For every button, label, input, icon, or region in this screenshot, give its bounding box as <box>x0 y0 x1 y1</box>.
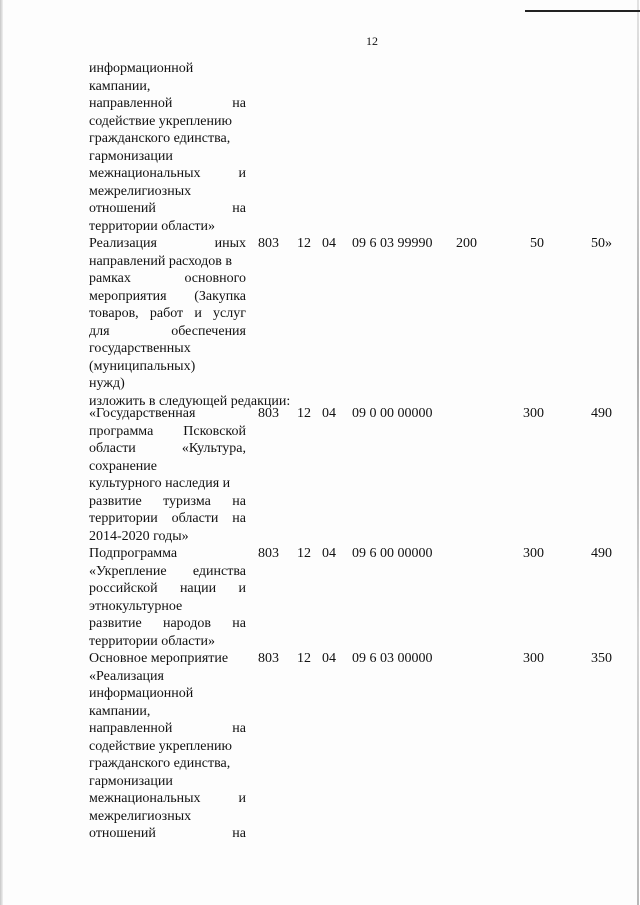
cell-subsection: 04 <box>322 406 336 421</box>
cell-amount-1: 300 <box>523 651 544 666</box>
row-description <box>89 235 246 393</box>
desc-line: межрелигиозных <box>89 808 192 824</box>
desc-line: «Укрепление единства <box>89 563 246 579</box>
cell-amount-2: 490 <box>591 546 612 561</box>
desc-line: для обеспечения <box>89 323 246 339</box>
desc-line: содействие укреплению <box>89 113 232 129</box>
desc-line: (муниципальных) <box>89 358 196 374</box>
desc-line: гражданского единства, <box>89 756 231 771</box>
cell-target-code: 09 6 03 00000 <box>352 651 433 666</box>
scan-edge-left <box>0 0 3 905</box>
desc-line: отношений на <box>89 201 246 216</box>
cell-subsection: 04 <box>322 546 336 561</box>
desc-line: рамках основного <box>89 271 246 286</box>
cell-grbs: 803 <box>258 406 279 421</box>
top-rule-line <box>525 10 640 12</box>
desc-line: содействие укреплению <box>89 738 232 754</box>
cell-target-code: 09 6 00 00000 <box>352 546 433 561</box>
desc-line: кампании, <box>89 703 151 719</box>
desc-line: гармонизации <box>89 773 173 789</box>
desc-line: развитие народов на <box>89 616 246 631</box>
row-description <box>89 650 246 843</box>
desc-line: развитие туризма на <box>89 493 246 509</box>
cell-amount-2: 350 <box>591 651 612 666</box>
desc-line: области «Культура, <box>89 441 246 456</box>
row-description <box>89 405 246 545</box>
desc-line: программа Псковской <box>89 423 246 439</box>
desc-line: направленной на <box>89 96 246 111</box>
cell-expense-type: 200 <box>456 236 477 251</box>
desc-line: межрелигиозных <box>89 183 192 199</box>
desc-line: 2014-2020 годы» <box>89 528 189 544</box>
cell-section: 12 <box>297 236 311 251</box>
page-number: 12 <box>366 34 378 48</box>
desc-line: гражданского единства, <box>89 131 231 146</box>
cell-amount-1: 300 <box>523 406 544 421</box>
desc-line: кампании, <box>89 78 151 94</box>
desc-line: товаров, работ и услуг <box>89 306 246 321</box>
desc-line: сохранение <box>89 458 157 474</box>
desc-line: «Государственная <box>89 406 196 421</box>
cell-section: 12 <box>297 651 311 666</box>
desc-line: территории области» <box>89 218 216 234</box>
desc-line: территории области» <box>89 633 216 649</box>
desc-line: Основное мероприятие <box>89 651 229 666</box>
desc-line: направленной на <box>89 721 246 736</box>
desc-line: отношений на <box>89 826 246 841</box>
cell-amount-2: 490 <box>591 406 612 421</box>
desc-line: межнациональных и <box>89 791 246 806</box>
cell-amount-1: 50 <box>530 236 544 251</box>
desc-line: государственных <box>89 341 191 356</box>
cell-grbs: 803 <box>258 236 279 251</box>
desc-line: этнокультурное <box>89 598 183 614</box>
instruction-text: изложить в следующей редакции: <box>89 394 291 409</box>
cell-grbs: 803 <box>258 651 279 666</box>
desc-line: «Реализация <box>89 668 164 684</box>
desc-line: направлений расходов в <box>89 253 232 269</box>
desc-line: информационной <box>89 686 194 701</box>
desc-line: информационной <box>89 61 194 76</box>
cell-amount-1: 300 <box>523 546 544 561</box>
row-description <box>89 60 246 235</box>
desc-line: культурного наследия и <box>89 476 231 491</box>
cell-target-code: 09 0 00 00000 <box>352 406 433 421</box>
cell-subsection: 04 <box>322 651 336 666</box>
cell-section: 12 <box>297 546 311 561</box>
scan-edge-right <box>637 0 639 905</box>
desc-line: гармонизации <box>89 148 173 164</box>
desc-line: российской нации и <box>89 581 246 596</box>
desc-line: Подпрограмма <box>89 546 178 561</box>
desc-line: нужд) <box>89 376 125 391</box>
cell-amount-2: 50» <box>591 236 612 251</box>
desc-line: Реализация иных <box>89 236 246 251</box>
desc-line: мероприятия (Закупка <box>89 288 246 304</box>
cell-grbs: 803 <box>258 546 279 561</box>
cell-subsection: 04 <box>322 236 336 251</box>
desc-line: территории области на <box>89 511 246 526</box>
cell-section: 12 <box>297 406 311 421</box>
desc-line: межнациональных и <box>89 166 246 181</box>
cell-target-code: 09 6 03 99990 <box>352 236 433 251</box>
row-description <box>89 545 246 650</box>
